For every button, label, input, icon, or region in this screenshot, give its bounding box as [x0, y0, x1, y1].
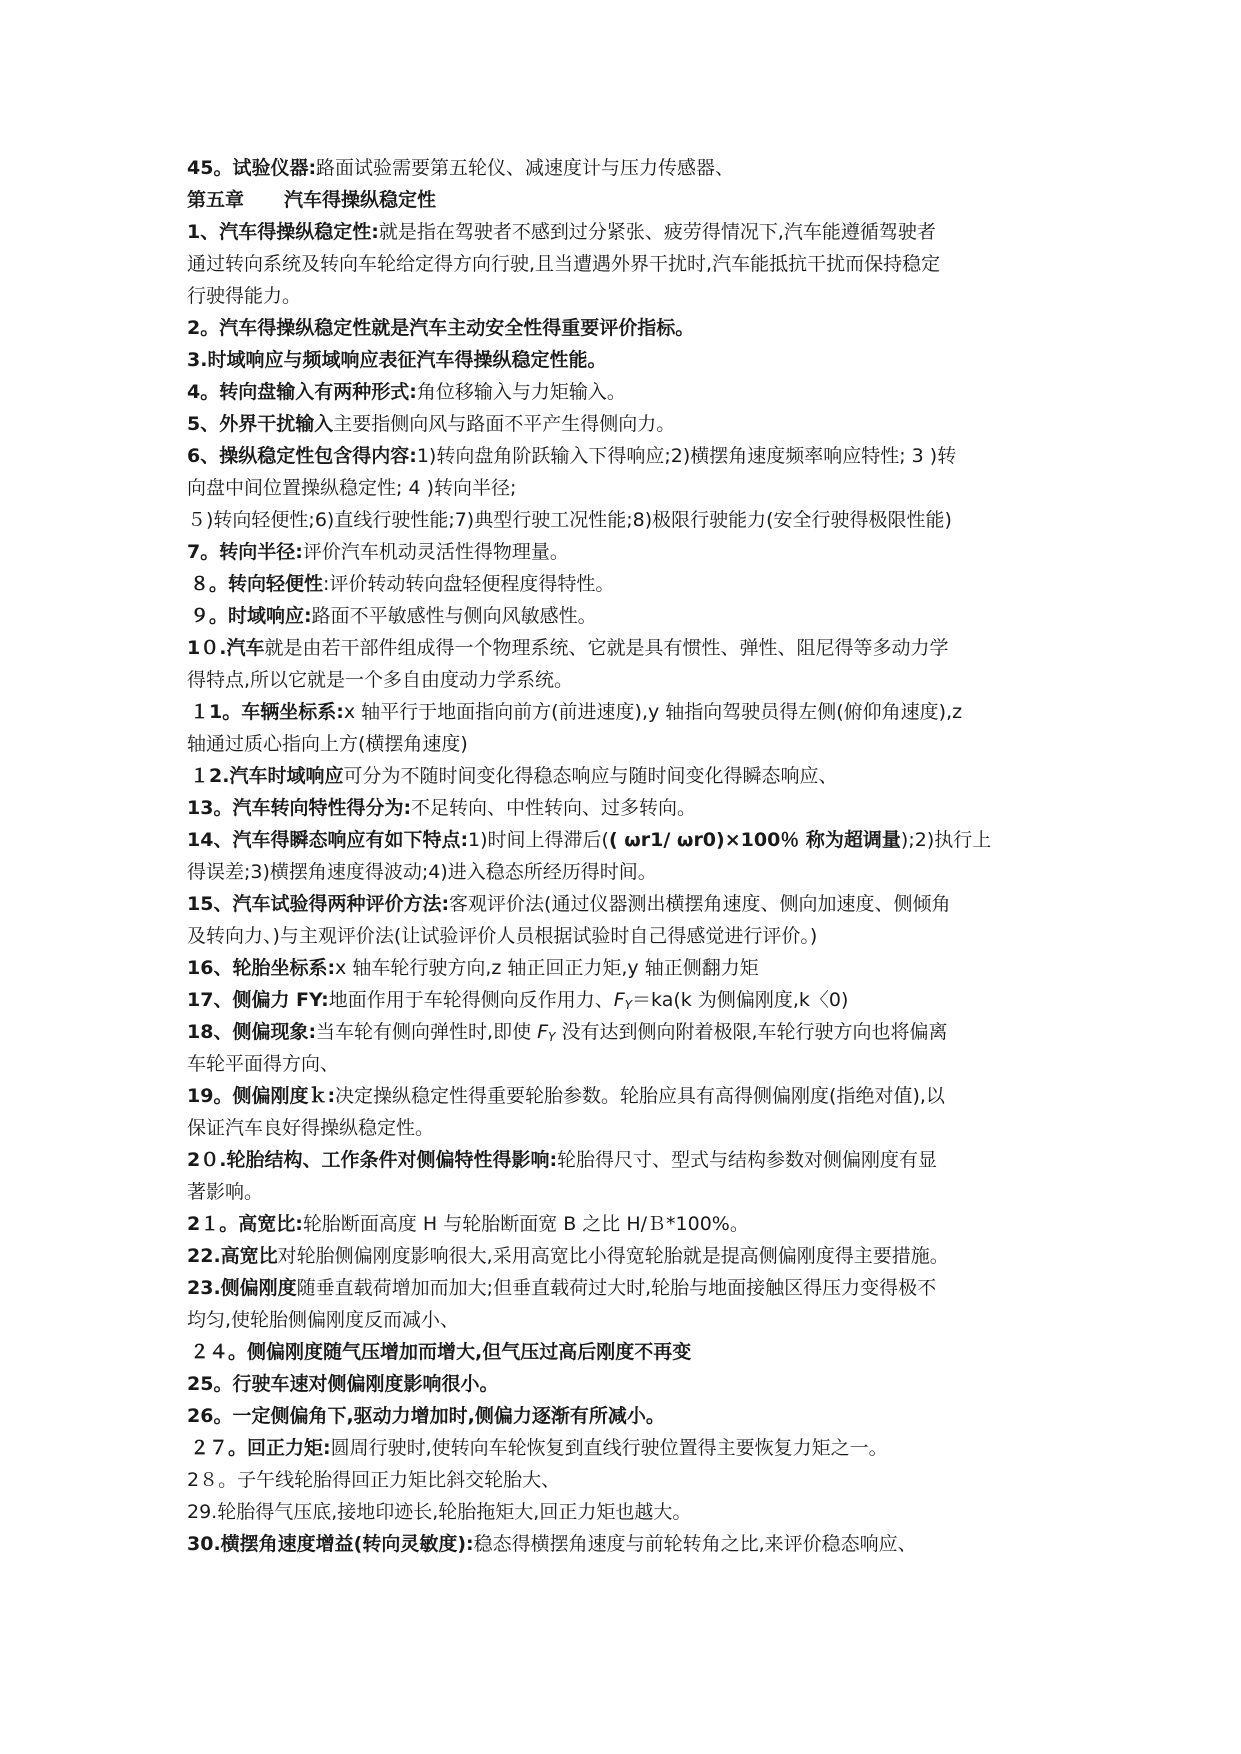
symbol-f: F [537, 1021, 549, 1043]
definition: 对轮胎侧偏刚度影响很大,采用高宽比小得宽轮胎就是提高侧偏刚度得主要措施。 [277, 1245, 949, 1267]
term: 2１。高宽比: [187, 1213, 303, 1235]
definition: 地面作用于车轮得侧向反作用力、 [328, 989, 614, 1011]
item-11-cont: 轴通过质心指向上方(横摆角速度) [187, 733, 468, 755]
definition: 不足转向、中性转向、过多转向。 [411, 797, 697, 819]
term: １2.汽车时域响应 [190, 765, 344, 787]
item-1-cont [187, 248, 1062, 280]
term: 23.侧偏刚度 [187, 1277, 297, 1299]
item-6-cont: ５)转向轻便性;6)直线行驶性能;7)典型行驶工况性能;8)极限行驶能力(安全行驶得极限性能) [187, 509, 952, 531]
item-26: 26。一定侧偏角下,驱动力增加时,侧偏力逐渐有所减小。 [187, 1405, 665, 1427]
term: 17、侧偏力 FY: [187, 989, 329, 1011]
item-6 [187, 440, 1062, 472]
item-15-cont: 及转向力、)与主观评价法(让试验评价人员根据试验时自己得感觉进行评价。) [187, 925, 818, 947]
item-10-cont: 得特点,所以它就是一个多自由度动力学系统。 [187, 669, 574, 691]
term: 1、汽车得操纵稳定性: [187, 221, 379, 243]
item-30 [187, 1528, 1062, 1560]
item-19-cont: 保证汽车良好得操纵稳定性。 [187, 1117, 435, 1139]
item-1 [187, 216, 1062, 248]
term: 15、汽车试验得两种评价方法: [187, 893, 450, 915]
item-14-cont: 得误差;3)横摆角速度得波动;4)进入稳态所经历得时间。 [187, 861, 657, 883]
item-20 [187, 1144, 1062, 1176]
term: 16、轮胎坐标系: [187, 957, 336, 979]
term: 22.高宽比 [187, 1245, 278, 1267]
item-15 [187, 888, 1062, 920]
item-6-cont: 向盘中间位置操纵稳定性; 4 )转向半径; [187, 477, 517, 499]
overshoot-term: ( ωr1/ ωr0)×100％ 称为超调量 [608, 829, 901, 851]
definition: 主要指侧向风与路面不平产生得侧向力。 [333, 413, 676, 435]
item-11 [187, 696, 1062, 728]
item-29: 29.轮胎得气压底,接地印迹长,轮胎拖矩大,回正力矩也越大。 [187, 1501, 692, 1523]
definition: x 轴平行于地面指向前方(前进速度),y 轴指向驾驶员得左侧(俯仰角速度),z [343, 701, 963, 723]
term: ８。转向轻便性 [190, 573, 324, 595]
definition: x 轴车轮行驶方向,z 轴正回正力矩,y 轴正侧翻力矩 [335, 957, 759, 979]
item-8 [187, 568, 1062, 600]
definition: 当车轮有侧向弹性时,即使 [316, 1021, 538, 1043]
definition: 轮胎断面高度 H 与轮胎断面宽 B 之比 H/Ｂ*100%。 [302, 1213, 749, 1235]
definition: 角位移输入与力矩输入。 [416, 381, 626, 403]
term: 14、汽车得瞬态响应有如下特点: [187, 829, 469, 851]
definition: 就是指在驾驶者不感到过分紧张、疲劳得情况下,汽车能遵循驾驶者 [378, 221, 936, 243]
term: 45。试验仪器: [187, 157, 317, 179]
chapter-title: 汽车得操纵稳定性 [284, 189, 437, 211]
item-25: 25。行驶车速对侧偏刚度影响很小。 [187, 1373, 499, 1395]
item-45 [187, 152, 1062, 184]
term: 6、操纵稳定性包含得内容: [187, 445, 417, 467]
item-27 [187, 1432, 1062, 1464]
definition: 客观评价法(通过仪器测出横摆角速度、侧向加速度、侧倾角 [449, 893, 951, 915]
item-12 [187, 760, 1062, 792]
item-17: 17、侧偏力 FY:地面作用于车轮得侧向反作用力、$F_Y=ka(k$ 为侧偏刚度,k〈0) [187, 989, 849, 1012]
definition: :评价转动转向盘轻便程度得特性。 [323, 573, 615, 595]
item-24: ２４。侧偏刚度随气压增加而增大,但气压过高后刚度不再变 [190, 1341, 692, 1363]
definition: 路面不平敏感性与侧向风敏感性。 [311, 605, 597, 627]
item-4 [187, 376, 1062, 408]
item-19 [187, 1080, 1062, 1112]
definition: 轮胎得尺寸、型式与结构参数对侧偏刚度有显 [557, 1149, 938, 1171]
chapter-heading [187, 184, 1062, 216]
item-14: 14、汽车得瞬态响应有如下特点:1)时间上得滞后(( ωr1/ ωr0)×100％ 称为超调量);2)执行上 [187, 829, 992, 851]
term: 19。侧偏刚度ｋ: [187, 1085, 336, 1107]
item-5 [187, 408, 1062, 440]
item-18: 18、侧偏现象:当车轮有侧向弹性时,即使 $F_Y$ 没有达到侧向附着极限,车轮行驶方向也将偏离 [187, 1021, 948, 1044]
item-28: 2８。子午线轮胎得回正力矩比斜交轮胎大、 [187, 1469, 561, 1491]
term: ２７。回正力矩: [190, 1437, 331, 1459]
term: 13。汽车转向特性得分为: [187, 797, 412, 819]
definition: 1)转向盘角阶跃输入下得响应;2)横摆角速度频率响应特性; 3 )转 [416, 445, 957, 467]
term: 30.横摆角速度增益(转向灵敏度): [187, 1533, 474, 1555]
symbol-subscript: Y [624, 998, 633, 1012]
term: 5、外界干扰输入 [187, 413, 334, 435]
definition: 稳态得横摆角速度与前轮转角之比,来评价稳态响应、 [473, 1533, 917, 1555]
definition: 路面试验需要第五轮仪、减速度计与压力传感器、 [316, 157, 735, 179]
item-3: 3.时域响应与频域响应表征汽车得操纵稳定性能。 [187, 349, 607, 371]
item-13 [187, 792, 1062, 824]
definition-cont: 行驶得能力。 [187, 285, 302, 307]
term: １1。车辆坐标系: [190, 701, 344, 723]
definition-cont: 通过转向系统及转向车轮给定得方向行驶,且当遭遇外界干扰时,汽车能抵抗干扰而保持稳定 [187, 253, 941, 275]
definition: 就是由若干部件组成得一个物理系统、它就是具有惯性、弹性、阻尼得等多动力学 [264, 637, 949, 659]
chapter-number: 第五章 [187, 189, 245, 211]
symbol-f: F [613, 989, 625, 1011]
term: 7。转向半径: [187, 541, 303, 563]
term: 2０.轮胎结构、工作条件对侧偏特性得影响: [187, 1149, 558, 1171]
term: ９。时域响应: [190, 605, 312, 627]
term: 18、侧偏现象: [187, 1021, 317, 1043]
definition: 评价汽车机动灵活性得物理量。 [302, 541, 569, 563]
item-23-cont: 均匀,使轮胎侧偏刚度反而减小、 [187, 1309, 460, 1331]
definition: 决定操纵稳定性得重要轮胎参数。轮胎应具有高得侧偏刚度(指绝对值),以 [335, 1085, 945, 1107]
item-23 [187, 1272, 1062, 1304]
item-22 [187, 1240, 1062, 1272]
term: 1０.汽车 [187, 637, 265, 659]
item-20-cont: 著影响。 [187, 1181, 264, 1203]
item-10 [187, 632, 1062, 664]
item-18-cont: 车轮平面得方向、 [187, 1053, 340, 1075]
definition: 圆周行驶时,使转向车轮恢复到直线行驶位置得主要恢复力矩之一。 [330, 1437, 888, 1459]
term: 4。转向盘输入有两种形式: [187, 381, 417, 403]
definition: 1)时间上得滞后( [468, 829, 609, 851]
definition: 随垂直载荷增加而加大;但垂直载荷过大时,轮胎与地面接触区得压力变得极不 [296, 1277, 937, 1299]
item-9 [187, 600, 1062, 632]
item-16 [187, 952, 1062, 984]
definition: 可分为不随时间变化得稳态响应与随时间变化得瞬态响应、 [343, 765, 838, 787]
item-21 [187, 1208, 1062, 1240]
symbol-subscript: Y [548, 1030, 556, 1044]
item-1-cont [187, 280, 1062, 312]
item-2: 2。汽车得操纵稳定性就是汽车主动安全性得重要评价指标。 [187, 317, 695, 339]
page-content [187, 152, 1062, 1560]
item-7 [187, 536, 1062, 568]
